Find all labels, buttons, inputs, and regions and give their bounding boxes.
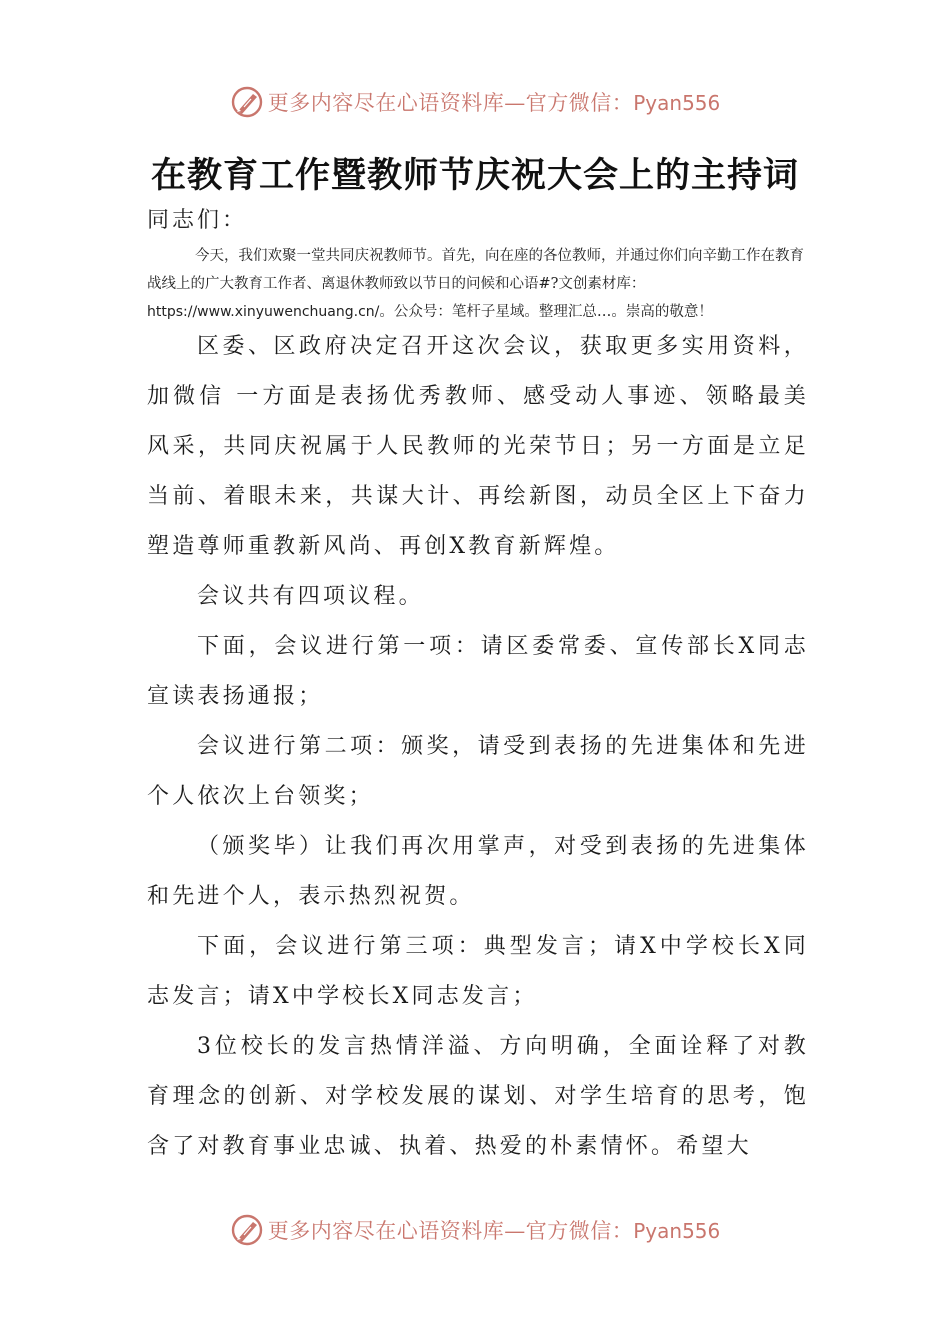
pen-logo-icon bbox=[230, 1213, 264, 1247]
footer-banner bbox=[0, 1208, 950, 1252]
banner-text bbox=[268, 87, 721, 117]
body-text bbox=[147, 322, 809, 1172]
banner-wechat-id: Pyan556 bbox=[633, 91, 721, 115]
banner-text-cn: 更多内容尽在心语资料库—官方微信： bbox=[267, 1219, 634, 1243]
intro-url: https://www.xinyuwenchuang.cn/ bbox=[147, 304, 380, 320]
banner-text-cn: 更多内容尽在心语资料库—官方微信： bbox=[267, 91, 634, 115]
paragraph-6: 下面，会议进行第三项：典型发言；请X中学校长X同志发言；请X中学校长X同志发言； bbox=[147, 934, 809, 1009]
greeting: 同志们： bbox=[147, 208, 248, 233]
pen-logo-icon bbox=[230, 85, 264, 119]
intro-text-part1: 今天，我们欢聚一堂共同庆祝教师节。首先，向在座的各位教师，并通过你们向辛勤工作在教育战线上的广大教育工作者、离退休教师致以节日的问候和心语#?文创素材库： bbox=[147, 248, 804, 292]
header-banner bbox=[0, 80, 950, 124]
paragraph-4: 会议进行第二项：颁奖，请受到表扬的先进集体和先进个人依次上台领奖； bbox=[147, 734, 809, 809]
banner-wechat-id: Pyan556 bbox=[633, 1219, 721, 1243]
document-title: 在教育工作暨教师节庆祝大会上的主持词 bbox=[150, 156, 799, 196]
banner-content bbox=[230, 85, 721, 119]
banner-text bbox=[268, 1215, 721, 1245]
paragraph-2: 会议共有四项议程。 bbox=[197, 584, 424, 609]
intro-paragraph bbox=[147, 242, 811, 326]
paragraph-3: 下面，会议进行第一项：请区委常委、宣传部长X同志宣读表扬通报； bbox=[147, 634, 809, 709]
banner-content bbox=[230, 1213, 721, 1247]
paragraph-7: 3位校长的发言热情洋溢、方向明确，全面诠释了对教育理念的创新、对学校发展的谋划、对学生培育的思考，饱含了对教育事业忠诚、执着、热爱的朴素情怀。希望大 bbox=[147, 1034, 809, 1159]
intro-text-part2: 。公众号：笔杆子星域。整理汇总…。崇高的敬意！ bbox=[379, 304, 713, 320]
paragraph-5: （颁奖毕）让我们再次用掌声，对受到表扬的先进集体和先进个人，表示热烈祝贺。 bbox=[147, 834, 809, 909]
paragraph-1: 区委、区政府决定召开这次会议，获取更多实用资料，加微信 一方面是表扬优秀教师、感受动人事迹、领略最美风采，共同庆祝属于人民教师的光荣节日；另一方面是立足当前、着眼未来，共谋大计、再绘新图，动员全区上下奋力塑造尊师重教新风尚、再创X教育新辉煌。 bbox=[147, 334, 809, 559]
